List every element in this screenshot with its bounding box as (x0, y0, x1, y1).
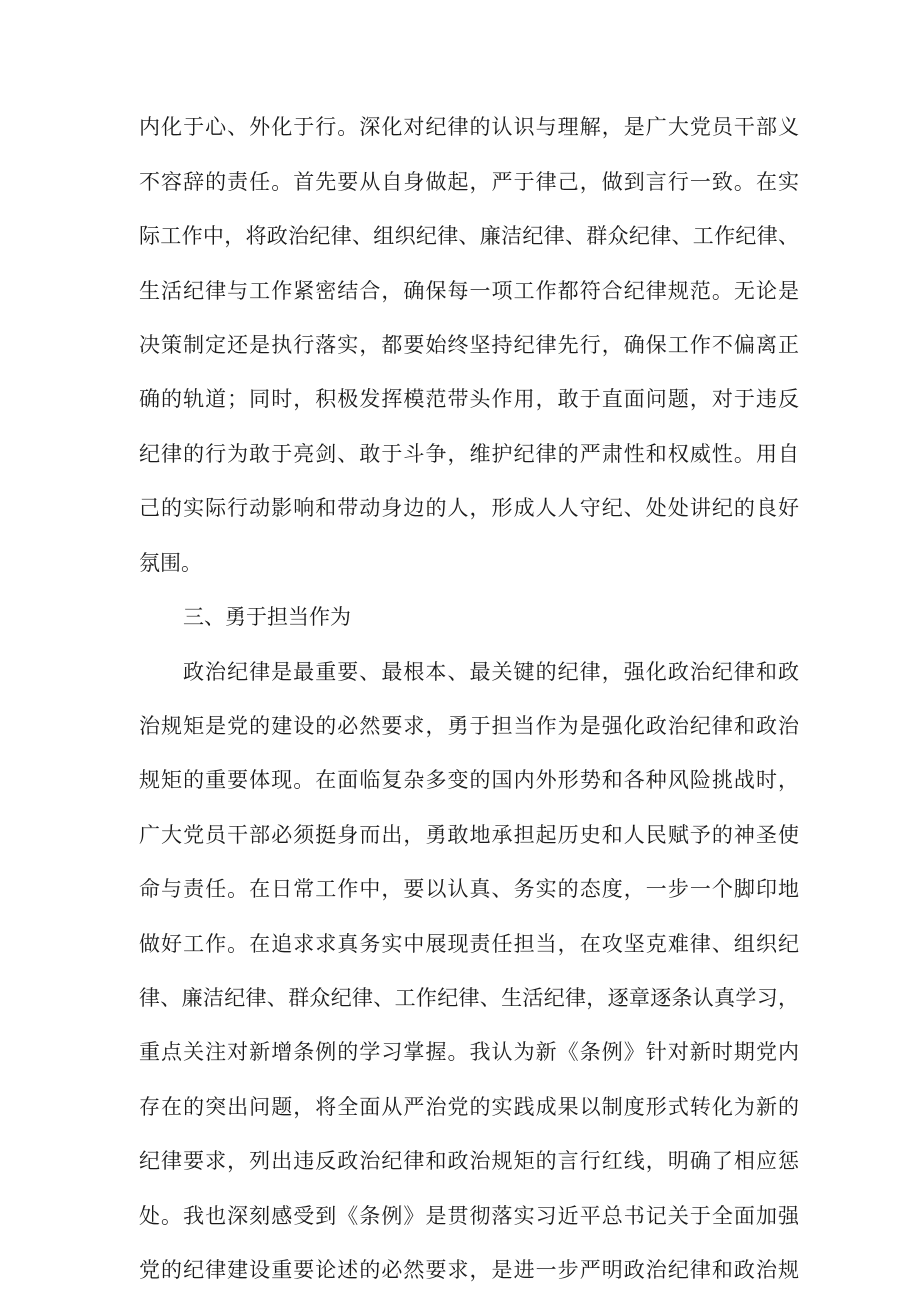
paragraph-2-line-3: 规矩的重要体现。在面临复杂多变的国内外形势和各种风险挑战时， (139, 768, 799, 792)
paragraph-2-line-11: 处。我也深刻感受到《条例》是贯彻落实习近平总书记关于全面加强 (139, 1204, 799, 1228)
paragraph-1-line-3: 际工作中，将政治纪律、组织纪律、廉洁纪律、群众纪律、工作纪律、 (139, 224, 799, 248)
paragraph-2-line-4: 广大党员干部必须挺身而出，勇敢地承担起历史和人民赋予的神圣使 (139, 823, 799, 847)
section-heading: 三、勇于担当作为 (183, 605, 351, 629)
paragraph-1-line-4: 生活纪律与工作紧密结合，确保每一项工作都符合纪律规范。无论是 (139, 279, 799, 303)
paragraph-2-line-9: 存在的突出问题，将全面从严治党的实践成果以制度形式转化为新的 (139, 1095, 799, 1119)
paragraph-2-line-7: 律、廉洁纪律、群众纪律、工作纪律、生活纪律，逐章逐条认真学习， (139, 986, 799, 1010)
paragraph-1-line-9: 氛围。 (139, 551, 202, 575)
paragraph-2-line-6: 做好工作。在追求求真务实中展现责任担当，在攻坚克难律、组织纪 (139, 932, 799, 956)
paragraph-1-line-6: 确的轨道；同时，积极发挥模范带头作用，敢于直面问题，对于违反 (139, 387, 799, 411)
paragraph-2-line-8: 重点关注对新增条例的学习掌握。我认为新《条例》针对新时期党内 (139, 1040, 799, 1064)
paragraph-1-line-8: 己的实际行动影响和带动身边的人，形成人人守纪、处处讲纪的良好 (139, 496, 799, 520)
paragraph-2-line-10: 纪律要求，列出违反政治纪律和政治规矩的言行红线，明确了相应惩 (139, 1149, 799, 1173)
paragraph-2-line-12: 党的纪律建设重要论述的必然要求，是进一步严明政治纪律和政治规 (139, 1258, 799, 1282)
paragraph-1-line-7: 纪律的行为敢于亮剑、敢于斗争，维护纪律的严肃性和权威性。用自 (139, 442, 799, 466)
paragraph-1-line-2: 不容辞的责任。首先要从自身做起，严于律己，做到言行一致。在实 (139, 170, 799, 194)
paragraph-1-line-5: 决策制定还是执行落实，都要始终坚持纪律先行，确保工作不偏离正 (139, 333, 799, 357)
paragraph-1-line-1: 内化于心、外化于行。深化对纪律的认识与理解，是广大党员干部义 (139, 115, 799, 139)
paragraph-2-line-2: 治规矩是党的建设的必然要求，勇于担当作为是强化政治纪律和政治 (139, 714, 799, 738)
paragraph-2-line-5: 命与责任。在日常工作中，要以认真、务实的态度，一步一个脚印地 (139, 877, 799, 901)
paragraph-2-line-1: 政治纪律是最重要、最根本、最关键的纪律，强化政治纪律和政 (183, 660, 799, 684)
